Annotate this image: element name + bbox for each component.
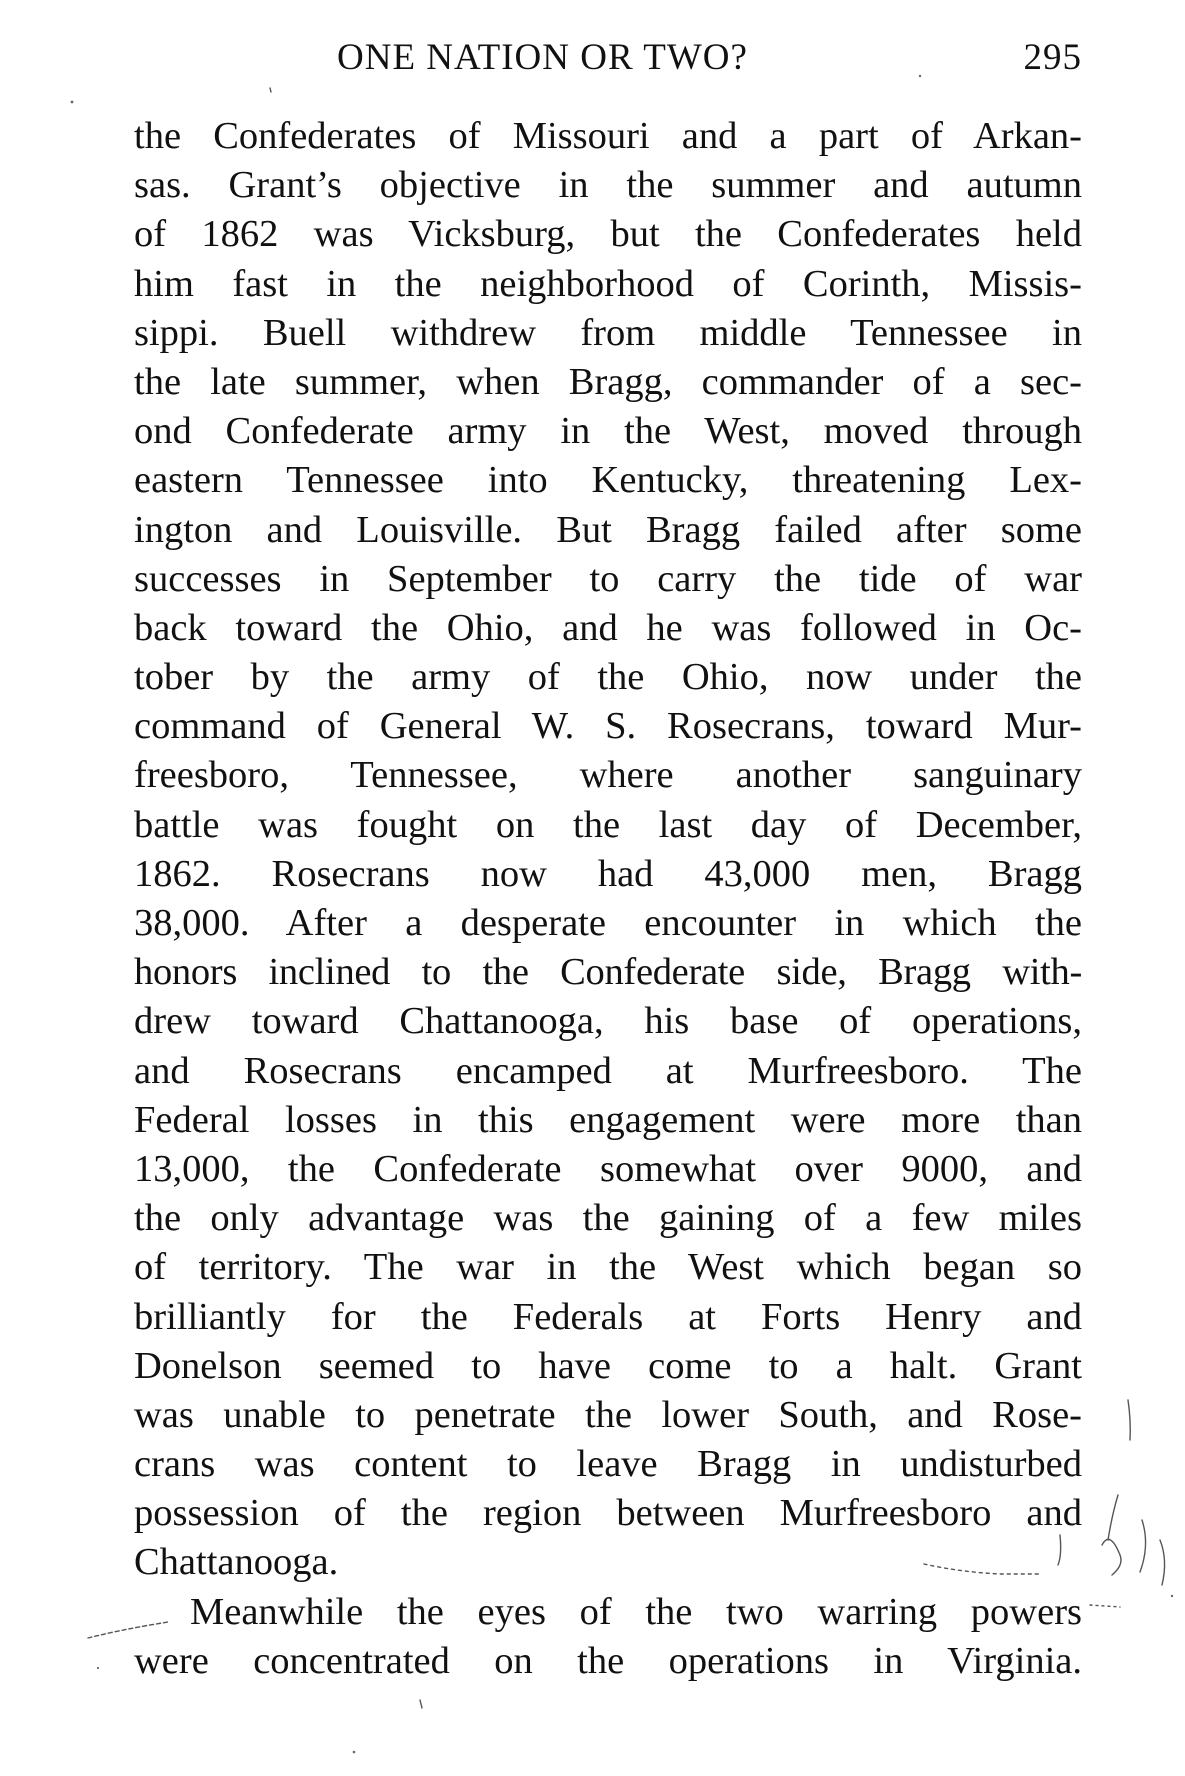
speck (97, 1667, 99, 1669)
page-number: 295 (1023, 37, 1082, 78)
text-line: tober by the army of the Ohio, now under the (134, 656, 1082, 699)
running-head (134, 36, 1082, 84)
running-title: ONE NATION OR TWO? (337, 37, 748, 78)
margin-scribble (1128, 1400, 1130, 1440)
margin-scribble (1160, 1540, 1165, 1585)
text-line: Donelson seemed to have come to a halt. Grant (134, 1344, 1082, 1387)
text-line: and Rosecrans encamped at Murfreesboro. The (134, 1049, 1082, 1092)
text-line: crans was content to leave Bragg in undisturbed (134, 1443, 1082, 1486)
text-line: of 1862 was Vicksburg, but the Confederates held (134, 213, 1082, 256)
margin-scribble (1108, 1495, 1118, 1540)
text-line: eastern Tennessee into Kentucky, threatening Lex- (134, 459, 1082, 502)
text-line: sippi. Buell withdrew from middle Tennessee in (134, 311, 1082, 354)
text-line: the late summer, when Bragg, commander of a sec- (134, 360, 1082, 403)
speck (353, 1751, 356, 1754)
speck (1171, 1595, 1173, 1597)
text-line: of territory. The war in the West which began so (134, 1246, 1082, 1289)
text-line: 38,000. After a desperate encounter in which the (134, 902, 1082, 944)
text-line: him fast in the neighborhood of Corinth, Missis- (134, 262, 1082, 305)
speck (71, 101, 74, 104)
text-line: Federal losses in this engagement were more than (134, 1098, 1082, 1141)
text-line: successes in September to carry the tide of war (134, 557, 1082, 600)
margin-dash (1090, 1605, 1120, 1607)
paragraph-first-line: Meanwhile the eyes of the two warring powers (190, 1590, 1082, 1633)
text-line: honors inclined to the Confederate side, Bragg with- (134, 951, 1082, 994)
margin-scribble (1102, 1539, 1121, 1575)
text-line: possession of the region between Murfreesboro and (134, 1492, 1082, 1535)
text-line: battle was fought on the last day of December, (134, 803, 1082, 846)
text-line: brilliantly for the Federals at Forts Henry and (134, 1295, 1082, 1338)
text-line: sas. Grant’s objective in the summer and autumn (134, 164, 1082, 207)
text-line: were concentrated on the operations in Virginia. (134, 1639, 1082, 1682)
text-line: freesboro, Tennessee, where another sanguinary (134, 754, 1082, 797)
text-line: ington and Louisville. But Bragg failed after some (134, 508, 1082, 551)
text-line: the only advantage was the gaining of a few miles (134, 1197, 1082, 1240)
stray-mark (420, 1700, 422, 1708)
body-text (134, 112, 1082, 1686)
margin-scribble (1140, 1520, 1146, 1572)
text-line: back toward the Ohio, and he was followed in Oc- (134, 606, 1082, 649)
stray-mark (270, 88, 271, 92)
text-line: command of General W. S. Rosecrans, toward Mur- (134, 705, 1082, 748)
text-line: ond Confederate army in the West, moved through (134, 410, 1082, 453)
text-line: 13,000, the Confederate somewhat over 9000, and (134, 1147, 1082, 1190)
text-line: 1862. Rosecrans now had 43,000 men, Bragg (134, 852, 1082, 895)
text-line: was unable to penetrate the lower South, and Rose- (134, 1393, 1082, 1436)
text-line: the Confederates of Missouri and a part of Arkan- (134, 115, 1082, 157)
text-line: drew toward Chattanooga, his base of operations, (134, 1000, 1082, 1043)
text-line: Chattanooga. (134, 1541, 339, 1584)
